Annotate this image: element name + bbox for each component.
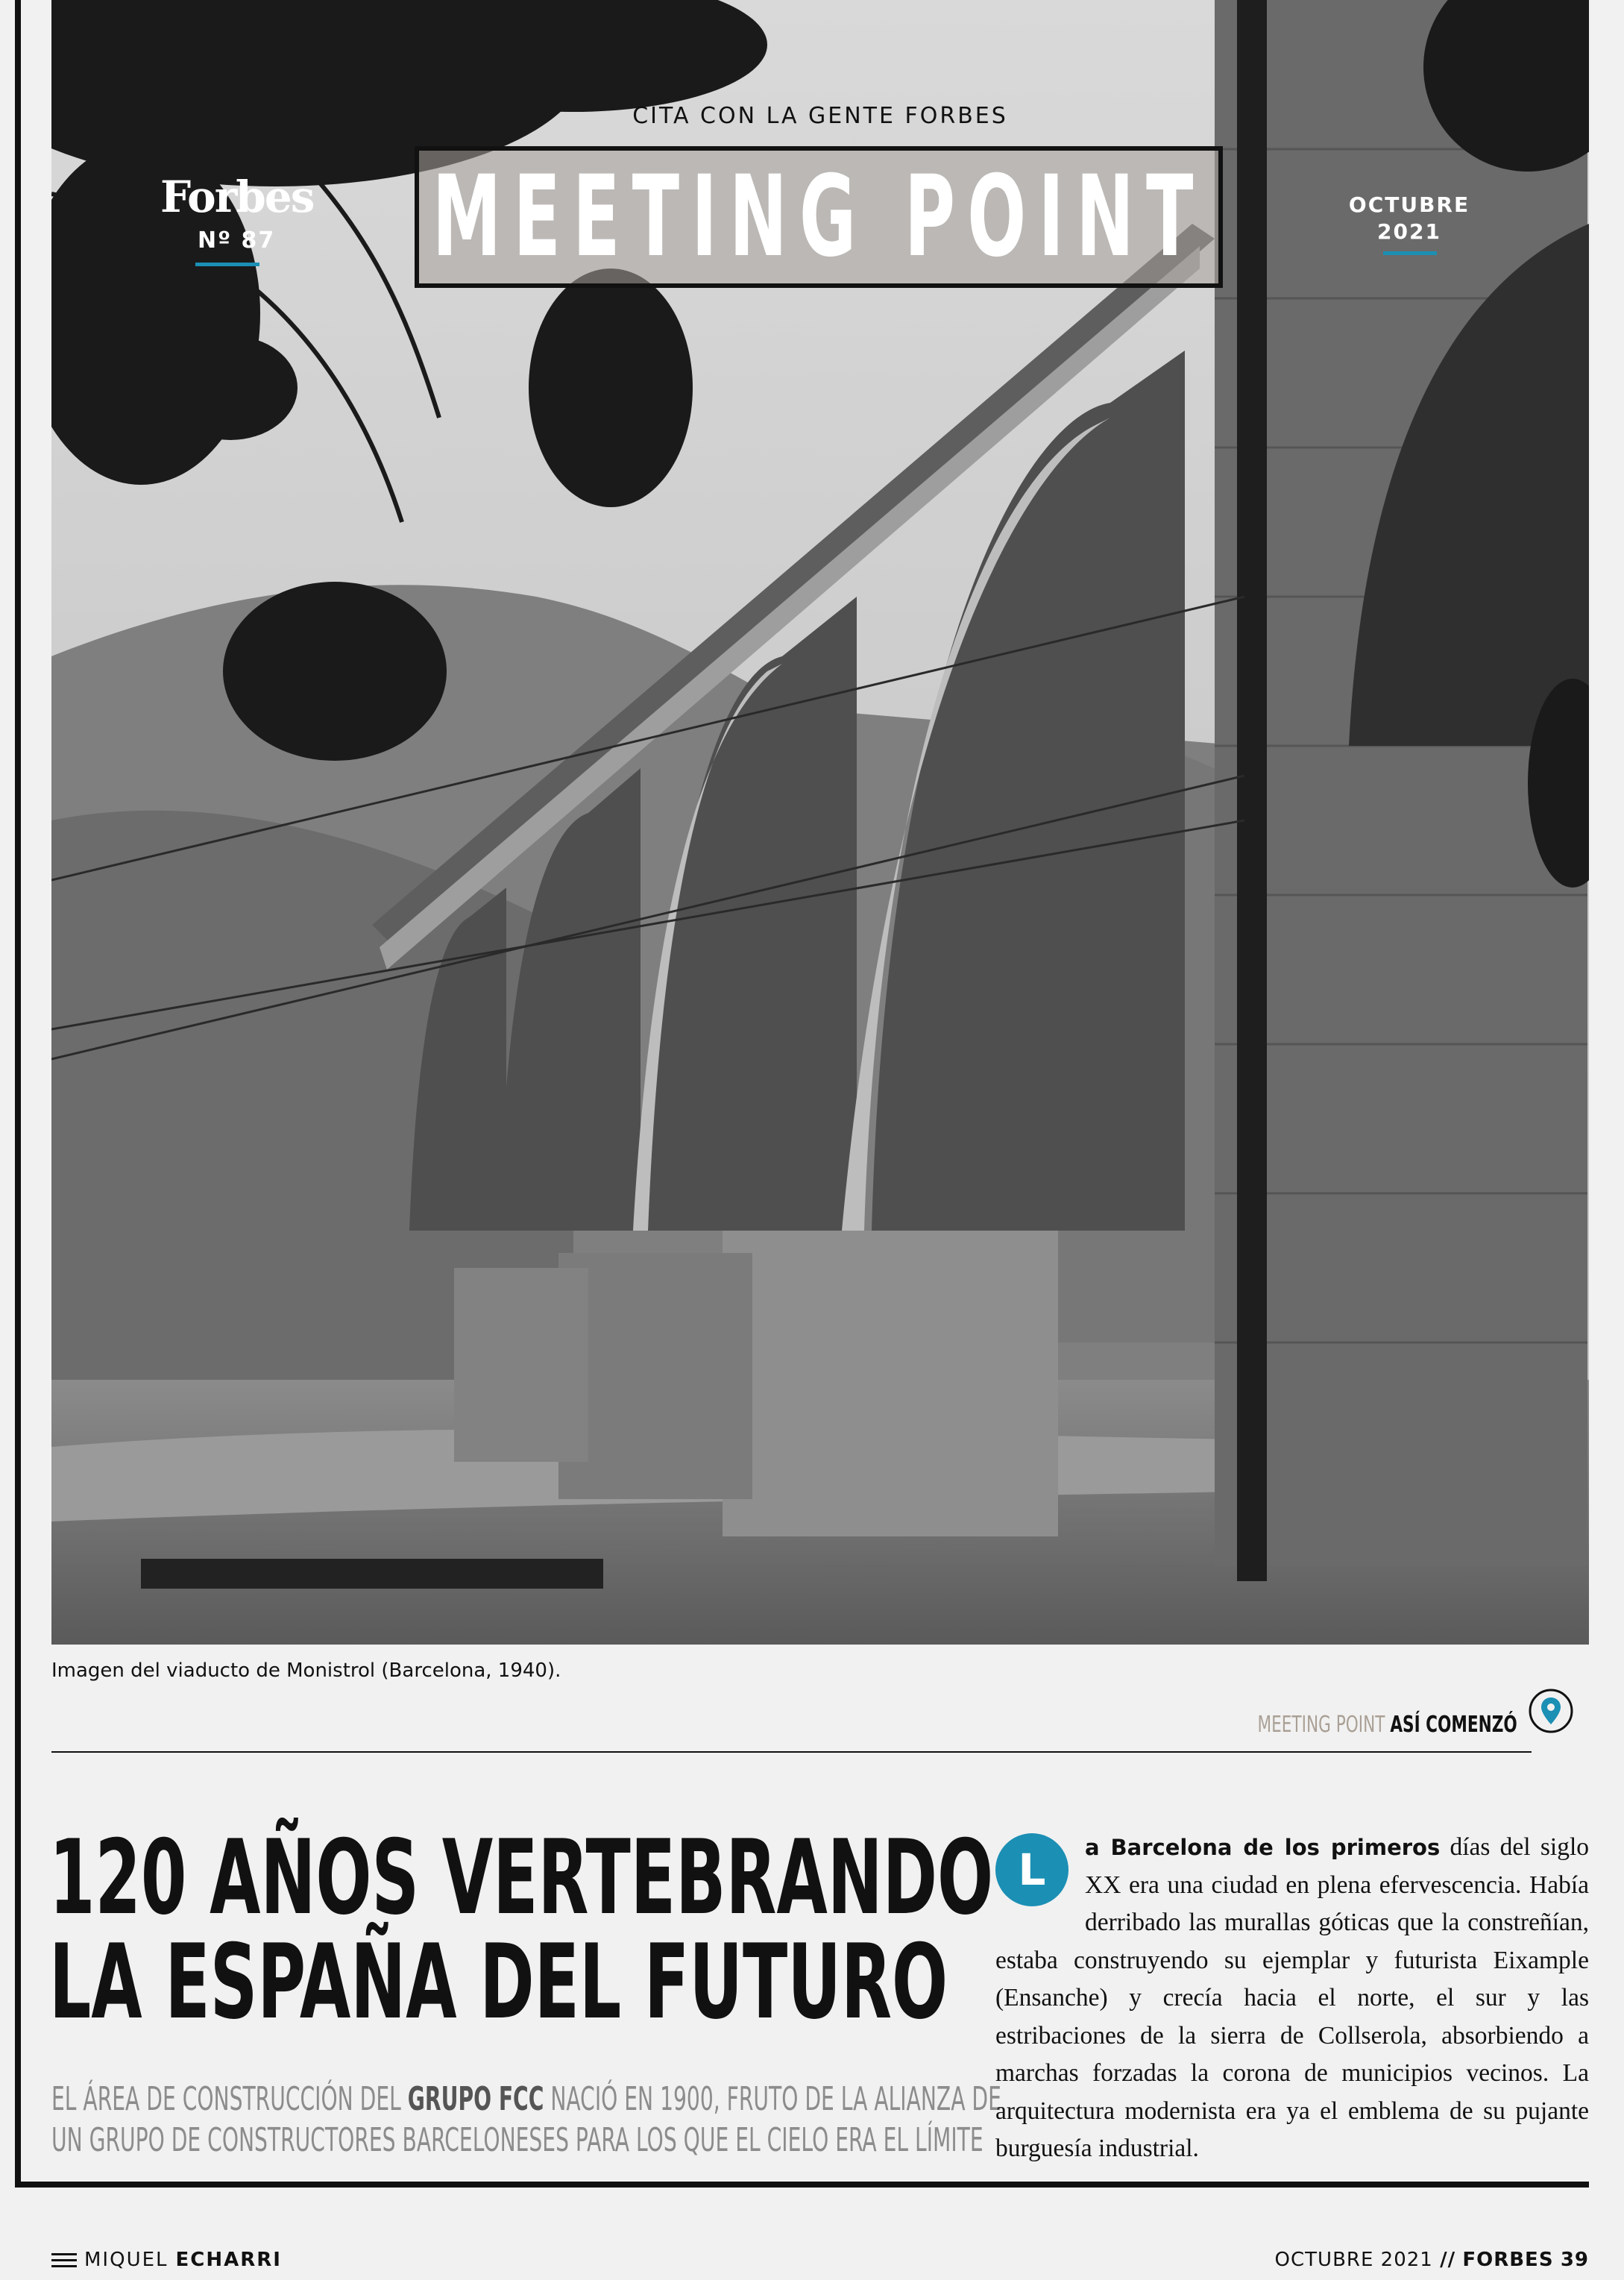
section-rule xyxy=(51,1751,1532,1753)
page-frame-bottom xyxy=(15,2182,1589,2188)
body-lead: a Barcelona de los primeros xyxy=(1085,1835,1441,1860)
meeting-point-title-box xyxy=(415,146,1223,288)
article-headline xyxy=(49,1818,994,2042)
forbes-logo: Forbes xyxy=(160,172,314,222)
menu-icon xyxy=(51,2252,77,2268)
section-label-series: MEETING POINT xyxy=(1257,1712,1385,1738)
photo-caption: Imagen del viaducto de Monistrol (Barcelona, 1940). xyxy=(51,1659,561,1682)
issue-underline xyxy=(195,263,259,266)
folio xyxy=(1275,2249,1589,2271)
article-deck xyxy=(51,2079,1001,2161)
page-frame-left xyxy=(15,0,21,2186)
kicker-text: CITA CON LA GENTE FORBES xyxy=(632,103,1008,129)
issue-number: Nº 87 xyxy=(198,227,276,254)
headline-line-1: 120 AÑOS VERTEBRANDO xyxy=(49,1818,994,1938)
author-first-name: MIQUEL xyxy=(84,2249,169,2271)
location-pin-icon xyxy=(1527,1687,1575,1738)
body-paragraph: días del siglo XX era una ciudad en plena efervescencia. Había derribado las murallas góticas que la constreñían, estaba construyendo su ejemplar y futurista Eixample (Ensanche) y crecía hacia el norte, el sur y las estribaciones de la sierra de Collserola, absorbiendo a marchas forzadas la corona de municipios vecinos. La arquitectura modernista era ya el emblema de su pujante burguesía industrial. xyxy=(995,1833,1590,2162)
issue-year: 2021 xyxy=(1377,219,1441,244)
deck-line-1 xyxy=(51,2079,1001,2120)
deck-text-b: NACIÓ EN 1900, FRUTO DE LA ALIANZA DE xyxy=(544,2080,1001,2118)
article-body xyxy=(995,1829,1589,2168)
deck-text-a: EL ÁREA DE CONSTRUCCIÓN DEL xyxy=(51,2080,408,2118)
folio-date: OCTUBRE 2021 xyxy=(1274,2249,1433,2271)
issue-month: OCTUBRE xyxy=(1348,192,1470,217)
deck-line-2: UN GRUPO DE CONSTRUCTORES BARCELONESES PARA LOS QUE EL CIELO ERA EL LÍMITE xyxy=(51,2121,983,2159)
section-label-topic: ASÍ COMENZÓ xyxy=(1390,1712,1517,1738)
date-underline xyxy=(1383,251,1437,255)
author-last-name: ECHARRI xyxy=(175,2249,282,2271)
deck-company: GRUPO FCC xyxy=(407,2080,544,2118)
folio-magazine: FORBES xyxy=(1462,2249,1554,2271)
dropcap: L xyxy=(995,1833,1068,1906)
headline-line-2: LA ESPAÑA DEL FUTURO xyxy=(49,1922,948,2042)
section-label xyxy=(1258,1712,1517,1738)
folio-separator: // xyxy=(1440,2249,1456,2271)
byline xyxy=(51,2249,282,2271)
folio-page: 39 xyxy=(1560,2249,1589,2271)
section-title: MEETING POINT xyxy=(432,152,1206,282)
